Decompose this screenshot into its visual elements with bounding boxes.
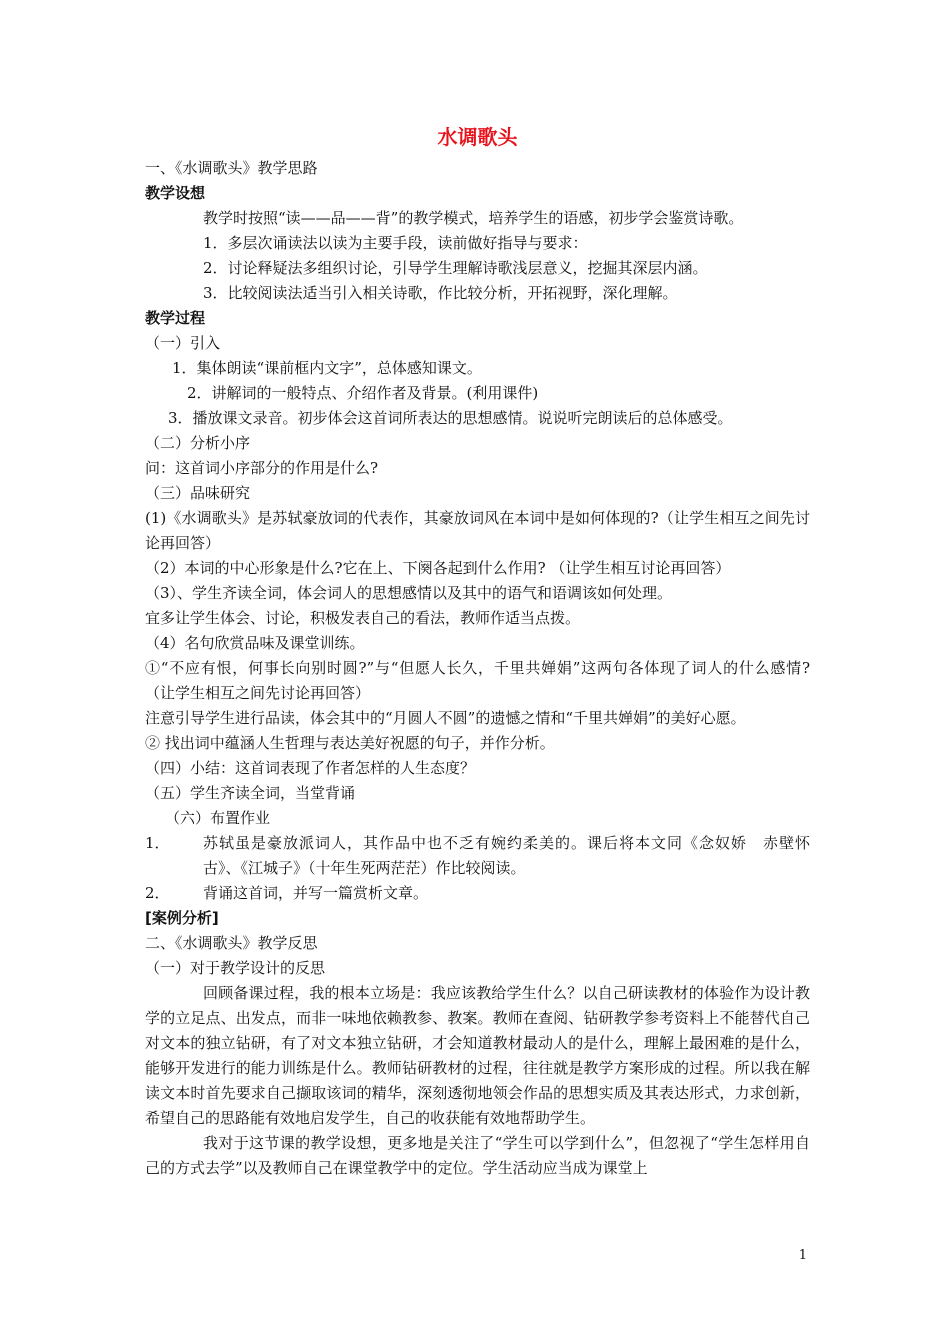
item-text: 苏轼虽是豪放派词人，其作品中也不乏有婉约柔美的。课后将本文同《念奴娇 赤壁怀古》、《江城子》（十年生死两茫茫）作比较阅读。 bbox=[203, 834, 810, 877]
item-number: 1． bbox=[145, 834, 170, 852]
section-heading-2: 二、《水调歌头》教学反思 bbox=[145, 934, 318, 952]
heading-teaching-design: 教学设想 bbox=[145, 184, 206, 202]
paragraph: 问：这首词小序部分的作用是什么? bbox=[145, 459, 379, 477]
paragraph: 回顾备课过程，我的根本立场是：我应该教给学生什么？以自己研读教材的体验作为设计教学的立足点、出发点，而非一味地依赖教参、教案。教师在查阅、钻研教学参考资料上不能替代自己对文本的独立钻研，有了对文本独立钻研，才会知道教材最动人的是什么，理解上最困难的是什么，能够开发进行的能力训练是什么。教师钻研教材的过程，往往就是教学方案形成的过程。所以我在解读文本时首先要求自己撷取该词的精华，深刻透彻地领会作品的思想实质及其表达形式，力求创新，希望自己的思路能有效地启发学生，自己的收获能有效地帮助学生。 bbox=[145, 984, 810, 1127]
list-item: 3．播放课文录音。初步体会这首词所表达的思想感情。说说听完朗读后的总体感受。 bbox=[168, 409, 733, 427]
paragraph: 我对于这节课的教学设想，更多地是关注了“学生可以学到什么”，但忽视了“学生怎样用自己的方式去学”以及教师自己在课堂教学中的定位。学生活动应当成为课堂上 bbox=[145, 1134, 810, 1177]
paragraph: （2）本词的中心形象是什么?它在上、下阕各起到什么作用? （让学生相互讨论再回答） bbox=[145, 559, 731, 577]
paragraph: ①“不应有恨，何事长向别时圆?”与“但愿人长久，千里共婵娟”这两句各体现了词人的什么感情? （让学生相互之间先讨论再回答） bbox=[145, 659, 810, 702]
item-number: 2． bbox=[145, 884, 170, 902]
heading-case-analysis: [案例分析] bbox=[145, 909, 219, 927]
page-number: 1 bbox=[798, 1248, 807, 1263]
list-item: 2．讨论释疑法多组织讨论，引导学生理解诗歌浅层意义，挖掘其深层内涵。 bbox=[203, 259, 708, 277]
paragraph: （4）名句欣赏品味及课堂训练。 bbox=[145, 634, 365, 652]
paragraph: ② 找出词中蕴涵人生哲理与表达美好祝愿的句子，并作分析。 bbox=[145, 734, 555, 752]
paragraph: (1)《水调歌头》是苏轼豪放词的代表作，其豪放词风在本词中是如何体现的?（让学生相互之间先讨论再回答） bbox=[145, 509, 810, 552]
homework-item-1 bbox=[145, 831, 810, 881]
list-item: 2．讲解词的一般特点、介绍作者及背景。(利用课件) bbox=[187, 384, 539, 402]
subheading: （二）分析小序 bbox=[145, 434, 251, 452]
list-item: 3．比较阅读法适当引入相关诗歌，作比较分析，开拓视野，深化理解。 bbox=[203, 284, 678, 302]
homework-item-2 bbox=[145, 881, 810, 906]
subheading: （三）品味研究 bbox=[145, 484, 251, 502]
section-heading-1: 一、《水调歌头》教学思路 bbox=[145, 159, 318, 177]
paragraph: （3）、学生齐读全词，体会词人的思想感情以及其中的语气和语调该如何处理。 bbox=[145, 584, 673, 602]
list-item: 1．多层次诵读法以读为主要手段，读前做好指导与要求： bbox=[203, 234, 588, 252]
list-item: 1．集体朗读“课前框内文字”，总体感知课文。 bbox=[172, 359, 482, 377]
paragraph: 教学时按照“读——品——背”的教学模式，培养学生的语感，初步学会鉴赏诗歌。 bbox=[203, 209, 744, 227]
document-title: 水调歌头 bbox=[437, 125, 518, 149]
subheading: （一）对于教学设计的反思 bbox=[145, 959, 326, 977]
document-body bbox=[145, 120, 810, 1181]
item-text: 背诵这首词，并写一篇赏析文章。 bbox=[203, 884, 429, 902]
paragraph: 宜多让学生体会、讨论，积极发表自己的看法，教师作适当点拨。 bbox=[145, 609, 581, 627]
subheading: （五）学生齐读全词，当堂背诵 bbox=[145, 784, 356, 802]
heading-teaching-process: 教学过程 bbox=[145, 309, 206, 327]
subheading: （一）引入 bbox=[145, 334, 221, 352]
subheading: （六）布置作业 bbox=[165, 809, 271, 827]
paragraph: 注意引导学生进行品读，体会其中的“月圆人不圆”的遗憾之情和“千里共婵娟”的美好心愿。 bbox=[145, 709, 746, 727]
subheading: （四）小结：这首词表现了作者怎样的人生态度？ bbox=[145, 759, 476, 777]
